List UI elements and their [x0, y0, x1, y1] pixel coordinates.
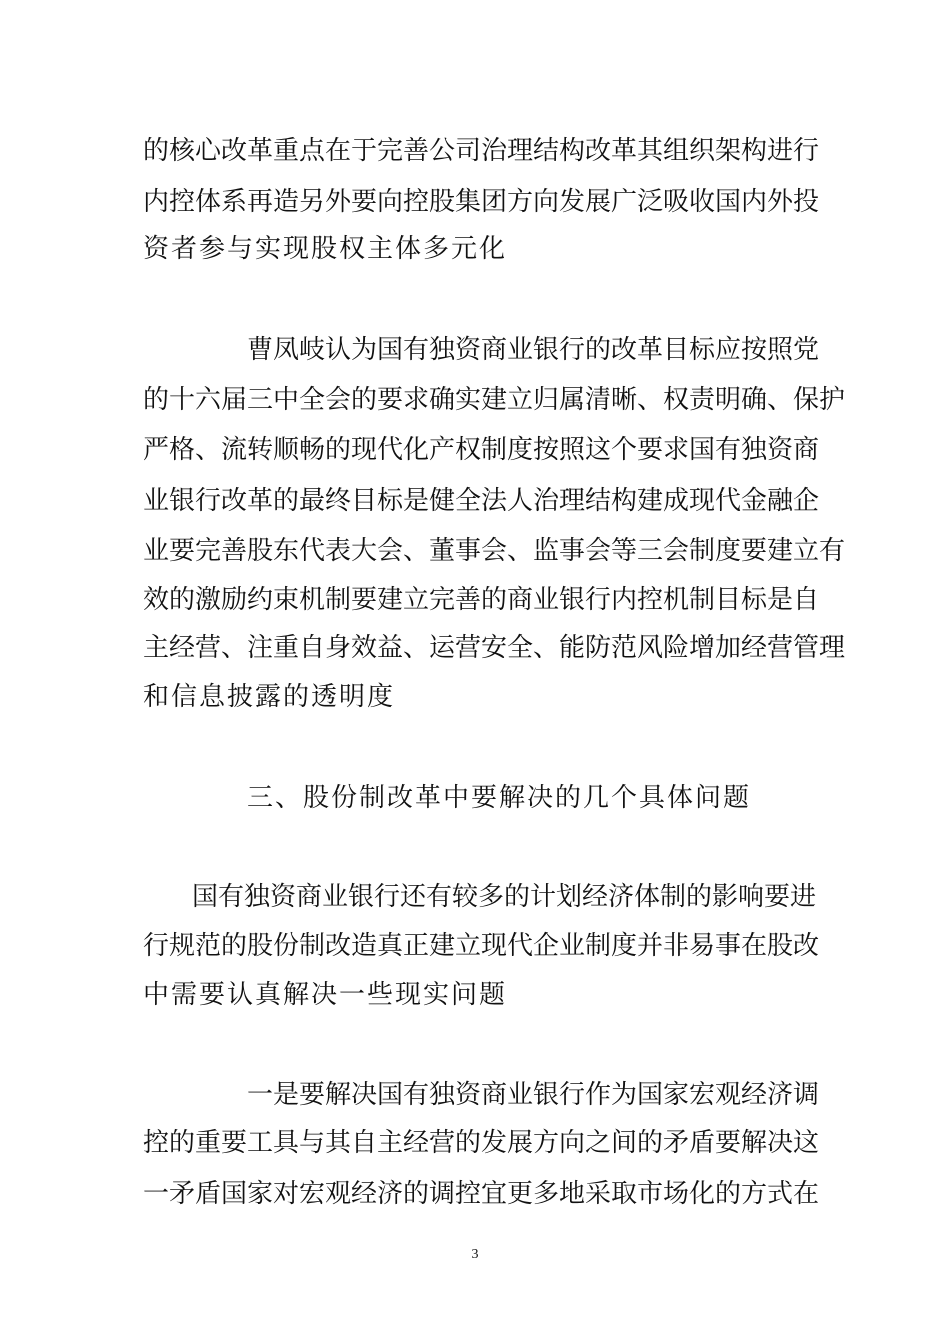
- paragraph-4-line-1: 一是要解决国有独资商业银行作为国家宏观经济调: [247, 1080, 820, 1110]
- section-heading: 三、股份制改革中要解决的几个具体问题: [247, 783, 752, 813]
- paragraph-1-line-2: 内控体系再造另外要向控股集团方向发展广泛吸收国内外投: [143, 187, 820, 217]
- paragraph-1-line-3: 资者参与实现股权主体多元化: [143, 234, 508, 264]
- paragraph-2-line-5: 业要完善股东代表大会、董事会、监事会等三会制度要建立有: [143, 536, 846, 566]
- paragraph-2-line-2: 的十六届三中全会的要求确实建立归属清晰、权责明确、保护: [143, 385, 846, 415]
- paragraph-3-line-1: 国有独资商业银行还有较多的计划经济体制的影响要进: [192, 882, 817, 912]
- paragraph-2-line-1: 曹凤岐认为国有独资商业银行的改革目标应按照党: [247, 335, 820, 365]
- paragraph-3-line-3: 中需要认真解决一些现实问题: [143, 980, 508, 1010]
- paragraph-2-line-3: 严格、流转顺畅的现代化产权制度按照这个要求国有独资商: [143, 435, 820, 465]
- paragraph-2-line-6: 效的激励约束机制要建立完善的商业银行内控机制目标是自: [143, 585, 820, 615]
- paragraph-2-line-7: 主经营、注重自身效益、运营安全、能防范风险增加经营管理: [143, 633, 846, 663]
- paragraph-3-line-2: 行规范的股份制改造真正建立现代企业制度并非易事在股改: [143, 931, 820, 961]
- paragraph-2-line-8: 和信息披露的透明度: [143, 682, 396, 712]
- paragraph-2-line-4: 业银行改革的最终目标是健全法人治理结构建成现代金融企: [143, 486, 820, 516]
- paragraph-4-line-3: 一矛盾国家对宏观经济的调控宜更多地采取市场化的方式在: [143, 1179, 820, 1209]
- paragraph-1-line-1: 的核心改革重点在于完善公司治理结构改革其组织架构进行: [143, 136, 820, 166]
- paragraph-4-line-2: 控的重要工具与其自主经营的发展方向之间的矛盾要解决这: [143, 1128, 820, 1158]
- page-number: 3: [471, 1247, 479, 1262]
